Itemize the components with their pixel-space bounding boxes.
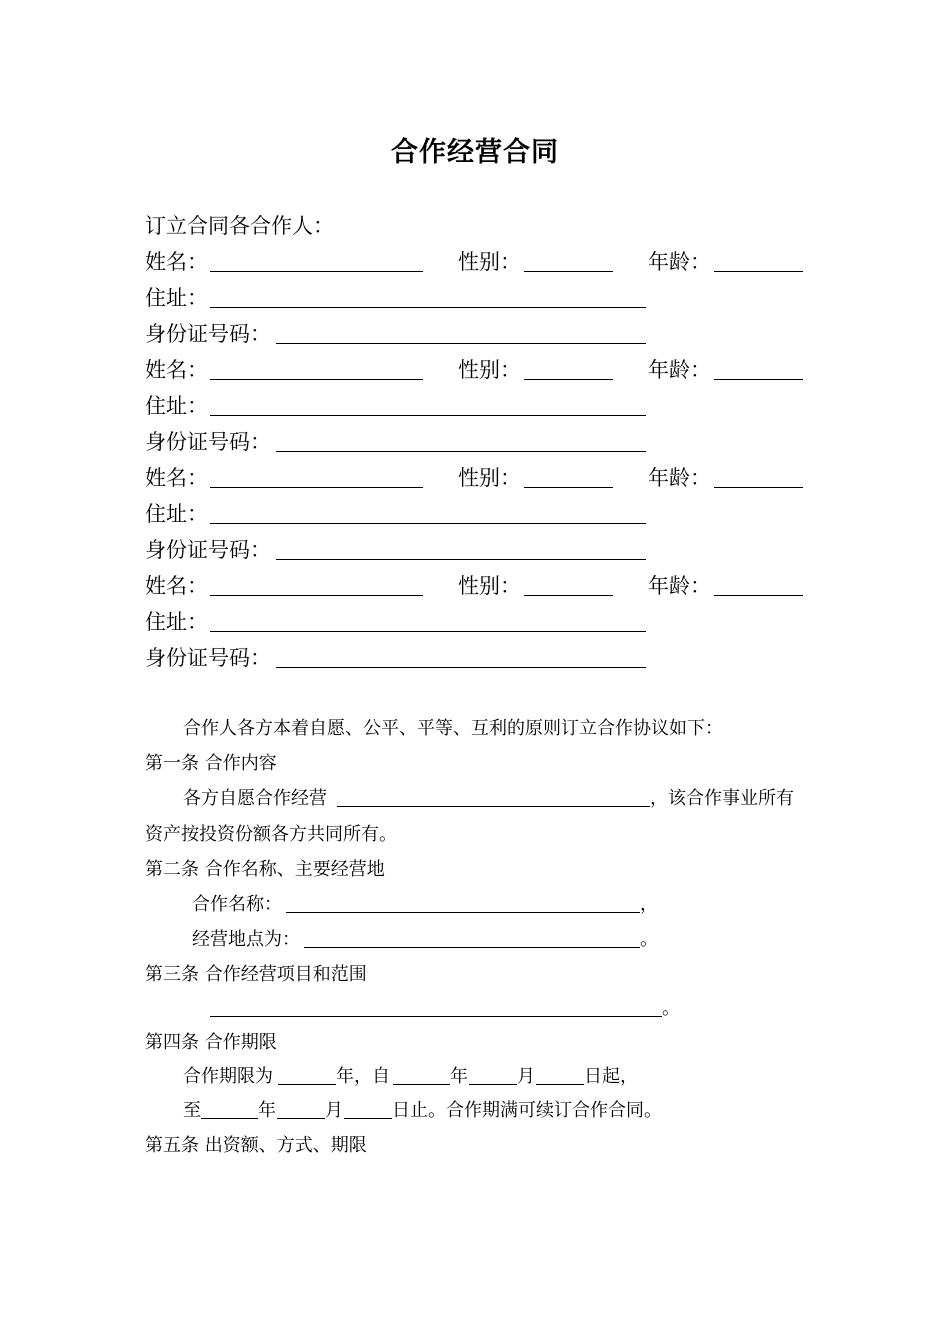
- document-title: 合作经营合同: [391, 137, 559, 168]
- party-1-id-label: 身份证号码：: [145, 322, 271, 346]
- party-3-name-label: 姓名：: [145, 466, 208, 490]
- business-content-field[interactable]: [337, 806, 650, 807]
- business-place-field[interactable]: [304, 947, 640, 948]
- business-scope-end: 。: [662, 998, 680, 1019]
- party-4-address-label: 住址：: [145, 610, 208, 634]
- start-month-field[interactable]: [469, 1084, 517, 1085]
- party-4-id-field[interactable]: [276, 667, 646, 668]
- party-1-id-field[interactable]: [276, 343, 646, 344]
- partnership-name-label: 合作名称：: [192, 894, 282, 915]
- party-3-address-field[interactable]: [210, 523, 646, 524]
- party-2-age-label: 年龄：: [648, 358, 711, 382]
- party-4-age-field[interactable]: [714, 595, 803, 596]
- party-2-name-label: 姓名：: [145, 358, 208, 382]
- business-place-end: 。: [640, 929, 658, 950]
- end-day-field[interactable]: [344, 1118, 392, 1119]
- business-scope-field[interactable]: [210, 1016, 662, 1017]
- party-2-id-field[interactable]: [276, 451, 646, 452]
- party-3-gender-label: 性别：: [458, 466, 521, 490]
- end-year-field[interactable]: [201, 1118, 258, 1119]
- partnership-name-field[interactable]: [286, 912, 640, 913]
- party-2-gender-field[interactable]: [524, 379, 613, 380]
- article-2-heading: 第二条 合作名称、主要经营地: [145, 859, 385, 880]
- end-prefix: 至: [183, 1100, 201, 1121]
- party-3-id-label: 身份证号码：: [145, 538, 271, 562]
- start-year-field[interactable]: [393, 1084, 450, 1085]
- party-3-age-field[interactable]: [714, 487, 803, 488]
- article-1-text-a: 各方自愿合作经营: [183, 788, 327, 809]
- party-4-address-field[interactable]: [210, 631, 646, 632]
- party-4-gender-field[interactable]: [524, 595, 613, 596]
- article-5-heading: 第五条 出资额、方式、期限: [145, 1135, 367, 1156]
- article-1-heading: 第一条 合作内容: [145, 753, 277, 774]
- party-3-gender-field[interactable]: [524, 487, 613, 488]
- article-1-text-c: 资产按投资份额各方共同所有。: [145, 824, 397, 845]
- party-1-age-label: 年龄：: [648, 250, 711, 274]
- article-4-heading: 第四条 合作期限: [145, 1032, 277, 1053]
- party-1-name-label: 姓名：: [145, 250, 208, 274]
- party-3-address-label: 住址：: [145, 502, 208, 526]
- start-year-label: 年: [450, 1066, 468, 1087]
- party-2-name-field[interactable]: [210, 379, 423, 380]
- partnership-name-end: ，: [640, 894, 658, 915]
- start-month-label: 月: [517, 1066, 535, 1087]
- term-years-field[interactable]: [278, 1084, 336, 1085]
- preamble: 合作人各方本着自愿、公平、平等、互利的原则订立合作协议如下：: [183, 718, 723, 739]
- party-3-name-field[interactable]: [210, 487, 423, 488]
- party-3-age-label: 年龄：: [648, 466, 711, 490]
- party-4-name-field[interactable]: [210, 595, 423, 596]
- term-from-label: 年，自: [336, 1066, 390, 1087]
- party-2-age-field[interactable]: [714, 379, 803, 380]
- article-1-text-b: ，该合作事业所有: [650, 788, 794, 809]
- party-4-name-label: 姓名：: [145, 574, 208, 598]
- party-1-gender-label: 性别：: [458, 250, 521, 274]
- party-2-id-label: 身份证号码：: [145, 430, 271, 454]
- article-3-heading: 第三条 合作经营项目和范围: [145, 964, 367, 985]
- end-day-label: 日止。合作期满可续订合作合同。: [392, 1100, 662, 1121]
- business-place-label: 经营地点为：: [192, 929, 300, 950]
- party-2-address-label: 住址：: [145, 394, 208, 418]
- party-1-address-label: 住址：: [145, 286, 208, 310]
- party-1-name-field[interactable]: [210, 271, 423, 272]
- start-day-label: 日起，: [584, 1066, 638, 1087]
- start-day-field[interactable]: [536, 1084, 584, 1085]
- end-month-label: 月: [325, 1100, 343, 1121]
- party-1-address-field[interactable]: [210, 307, 646, 308]
- term-label: 合作期限为: [183, 1066, 273, 1087]
- end-year-label: 年: [258, 1100, 276, 1121]
- party-4-gender-label: 性别：: [458, 574, 521, 598]
- end-month-field[interactable]: [277, 1118, 325, 1119]
- party-3-id-field[interactable]: [276, 559, 646, 560]
- party-2-gender-label: 性别：: [458, 358, 521, 382]
- party-4-id-label: 身份证号码：: [145, 646, 271, 670]
- party-4-age-label: 年龄：: [648, 574, 711, 598]
- party-2-address-field[interactable]: [210, 415, 646, 416]
- party-1-age-field[interactable]: [714, 271, 803, 272]
- party-1-gender-field[interactable]: [524, 271, 613, 272]
- parties-heading: 订立合同各合作人：: [145, 214, 334, 238]
